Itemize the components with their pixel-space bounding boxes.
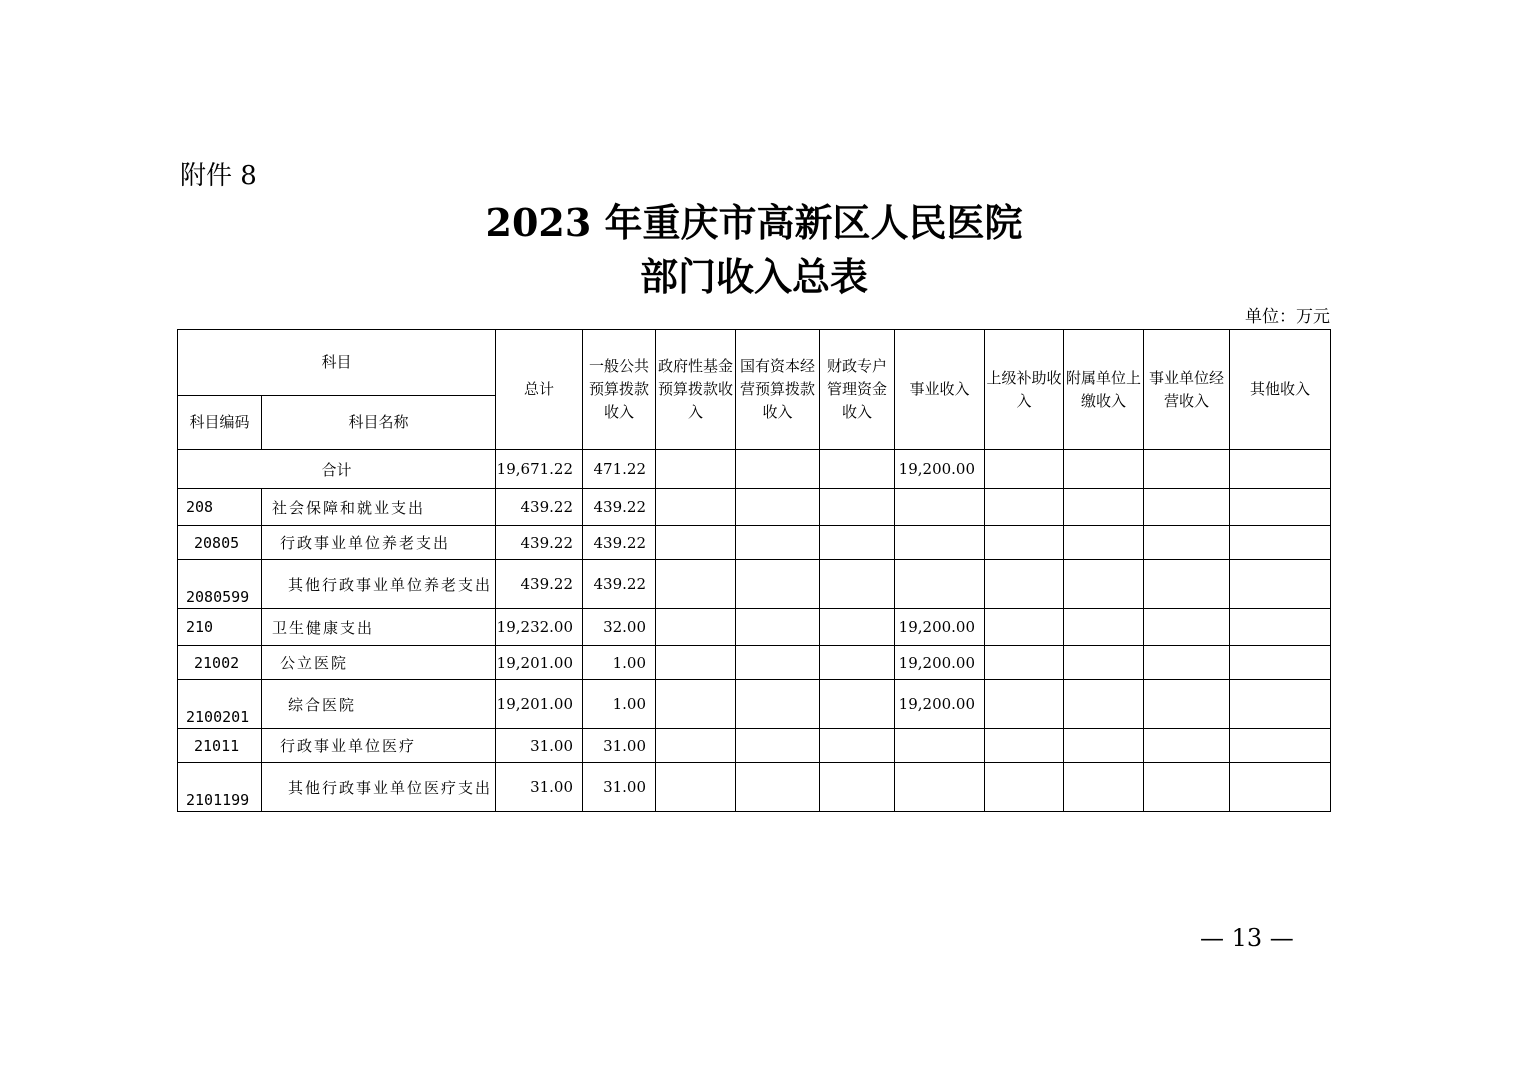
totals-gov-fund <box>656 450 736 489</box>
row-name: 卫生健康支出 <box>262 609 496 646</box>
row-code: 2100201 <box>178 680 262 729</box>
row-business-income <box>895 526 985 560</box>
row-total: 439.22 <box>496 526 583 560</box>
header-total: 总计 <box>496 330 583 450</box>
totals-other-income <box>1230 450 1331 489</box>
row-name: 行政事业单位医疗 <box>262 729 496 763</box>
row-general-budget: 32.00 <box>583 609 656 646</box>
header-superior-subsidy: 上级补助收入 <box>985 330 1064 450</box>
attachment-label: 附件 8 <box>180 161 257 191</box>
row-business-income: 19,200.00 <box>895 680 985 729</box>
totals-row <box>178 450 1331 489</box>
row-name: 综合医院 <box>262 680 496 729</box>
row-name: 社会保障和就业支出 <box>262 489 496 526</box>
row-general-budget: 31.00 <box>583 763 656 812</box>
header-operating-income: 事业单位经营收入 <box>1144 330 1230 450</box>
page-title-line1: 2023 年重庆市高新区人民医院 <box>485 200 1023 245</box>
page-number: — 13 — <box>1200 924 1294 952</box>
row-code: 20805 <box>178 526 262 560</box>
row-total: 31.00 <box>496 729 583 763</box>
header-code: 科目编码 <box>178 396 262 450</box>
table-row <box>178 560 1331 609</box>
row-total: 439.22 <box>496 560 583 609</box>
header-business-income: 事业收入 <box>895 330 985 450</box>
row-general-budget: 439.22 <box>583 526 656 560</box>
totals-label: 合计 <box>178 450 496 489</box>
income-summary-table <box>177 329 1331 812</box>
table-row <box>178 680 1331 729</box>
row-business-income <box>895 763 985 812</box>
row-total: 31.00 <box>496 763 583 812</box>
row-name: 其他行政事业单位医疗支出 <box>262 763 496 812</box>
unit-label: 单位：万元 <box>1245 307 1330 327</box>
totals-affiliated-unit <box>1064 450 1144 489</box>
header-gov-fund: 政府性基金预算拨款收入 <box>656 330 736 450</box>
page-title-line2: 部门收入总表 <box>639 254 868 299</box>
header-subject: 科目 <box>178 330 496 396</box>
row-total: 19,201.00 <box>496 646 583 680</box>
row-code: 2101199 <box>178 763 262 812</box>
totals-operating-income <box>1144 450 1230 489</box>
totals-general-budget: 471.22 <box>583 450 656 489</box>
header-other-income: 其他收入 <box>1230 330 1331 450</box>
row-business-income: 19,200.00 <box>895 609 985 646</box>
row-general-budget: 31.00 <box>583 729 656 763</box>
table-row <box>178 729 1331 763</box>
row-total: 19,201.00 <box>496 680 583 729</box>
row-business-income <box>895 729 985 763</box>
row-total: 19,232.00 <box>496 609 583 646</box>
row-code: 2080599 <box>178 560 262 609</box>
table-row <box>178 646 1331 680</box>
row-general-budget: 1.00 <box>583 680 656 729</box>
table-row <box>178 489 1331 526</box>
row-code: 21011 <box>178 729 262 763</box>
header-state-capital: 国有资本经营预算拨款收入 <box>736 330 820 450</box>
row-total: 439.22 <box>496 489 583 526</box>
row-name: 其他行政事业单位养老支出 <box>262 560 496 609</box>
row-name: 行政事业单位养老支出 <box>262 526 496 560</box>
header-affiliated-unit: 附属单位上缴收入 <box>1064 330 1144 450</box>
totals-state-capital <box>736 450 820 489</box>
row-general-budget: 439.22 <box>583 560 656 609</box>
header-name: 科目名称 <box>262 396 496 450</box>
table-row <box>178 763 1331 812</box>
row-code: 208 <box>178 489 262 526</box>
totals-total: 19,671.22 <box>496 450 583 489</box>
totals-special-account <box>820 450 895 489</box>
row-name: 公立医院 <box>262 646 496 680</box>
row-business-income <box>895 560 985 609</box>
totals-superior-subsidy <box>985 450 1064 489</box>
header-special-account: 财政专户管理资金收入 <box>820 330 895 450</box>
row-general-budget: 1.00 <box>583 646 656 680</box>
row-business-income <box>895 489 985 526</box>
row-business-income: 19,200.00 <box>895 646 985 680</box>
totals-business-income: 19,200.00 <box>895 450 985 489</box>
row-general-budget: 439.22 <box>583 489 656 526</box>
table-row <box>178 526 1331 560</box>
row-code: 210 <box>178 609 262 646</box>
header-general-budget: 一般公共预算拨款收入 <box>583 330 656 450</box>
row-code: 21002 <box>178 646 262 680</box>
table-row <box>178 609 1331 646</box>
